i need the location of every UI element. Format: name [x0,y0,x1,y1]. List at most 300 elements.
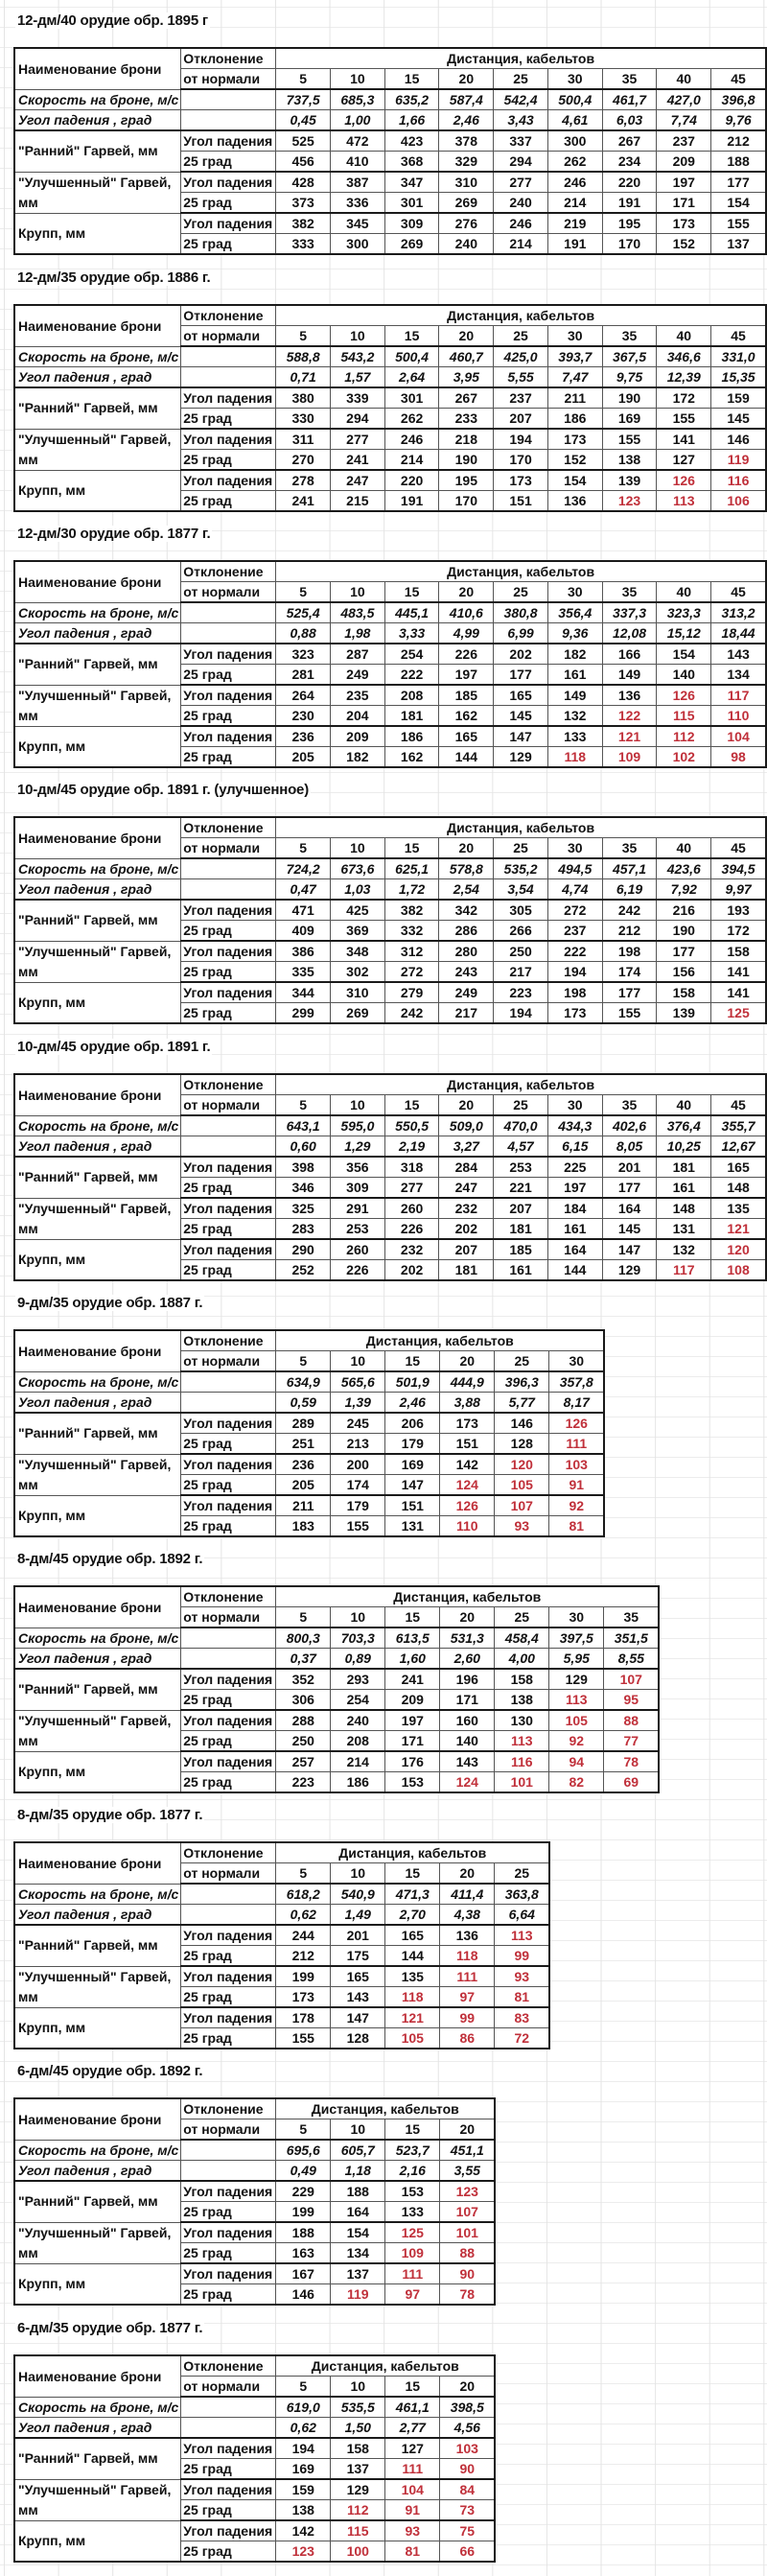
angle-row-value[interactable]: 8,05 [602,1136,657,1158]
thickness-value[interactable]: 161 [547,665,602,686]
thickness-value[interactable]: 154 [547,470,602,491]
angle-row-value[interactable]: 8,17 [549,1393,605,1414]
speed-row-value[interactable]: 427,0 [657,89,711,110]
deviation-label[interactable]: 25 град [181,1434,276,1455]
distance-value[interactable]: 10 [331,2119,385,2141]
thickness-value[interactable]: 409 [276,921,331,942]
angle-row-value[interactable]: 12,39 [657,367,711,388]
thickness-value[interactable]: 155 [657,409,711,430]
deviation-label[interactable]: Угол падения [181,1710,276,1731]
thickness-value[interactable]: 162 [384,747,439,768]
thickness-value[interactable]: 286 [439,921,494,942]
thickness-value[interactable]: 73 [440,2500,496,2521]
thickness-value[interactable]: 72 [495,2028,550,2049]
speed-row-value[interactable]: 643,1 [276,1115,331,1136]
empty-cell[interactable] [181,1905,276,1926]
deviation-header-line2[interactable]: от нормали [181,1095,276,1116]
angle-row-value[interactable]: 1,49 [331,1905,385,1926]
thickness-value[interactable]: 280 [439,941,494,962]
distance-value[interactable]: 25 [494,1095,548,1116]
thickness-value[interactable]: 215 [330,491,384,512]
armor-krupp-label[interactable]: Крупп, мм [14,2263,181,2305]
thickness-value[interactable]: 170 [494,450,548,471]
armor-early-harvey-label[interactable]: "Ранний" Гарвей, мм [14,2181,181,2222]
thickness-value[interactable]: 288 [276,1710,331,1731]
thickness-value[interactable]: 226 [330,1260,384,1281]
deviation-label[interactable]: 25 град [181,1772,276,1793]
thickness-value[interactable]: 147 [385,1475,440,1496]
armor-early-harvey-label[interactable]: "Ранний" Гарвей, мм [14,2438,181,2479]
distance-value[interactable]: 5 [276,69,331,90]
thickness-value[interactable]: 112 [657,726,711,747]
distance-header[interactable]: Дистанция, кабельтов [276,561,766,582]
distance-value[interactable]: 10 [330,838,384,859]
thickness-value[interactable]: 194 [494,1003,548,1024]
speed-row-value[interactable]: 461,7 [602,89,657,110]
thickness-value[interactable]: 78 [440,2284,496,2306]
thickness-value[interactable]: 92 [549,1495,605,1516]
thickness-value[interactable]: 153 [385,2181,440,2202]
distance-value[interactable]: 35 [602,69,657,90]
thickness-value[interactable]: 173 [547,1003,602,1024]
angle-row-value[interactable]: 0,60 [276,1136,331,1158]
deviation-header[interactable]: Отклонение [181,1842,276,1863]
deviation-label[interactable]: 25 град [181,962,276,983]
thickness-value[interactable]: 229 [276,2181,331,2202]
empty-cell[interactable] [181,2418,276,2439]
thickness-value[interactable]: 264 [276,685,331,706]
deviation-label[interactable]: 25 град [181,1946,276,1967]
thickness-value[interactable]: 193 [711,900,766,921]
thickness-value[interactable]: 136 [602,685,657,706]
thickness-value[interactable]: 172 [711,921,766,942]
speed-row-value[interactable]: 355,7 [711,1115,766,1136]
deviation-label[interactable]: Угол падения [181,429,276,450]
speed-row-value[interactable]: 540,9 [331,1884,385,1905]
deviation-label[interactable]: Угол падения [181,941,276,962]
distance-value[interactable]: 20 [439,69,494,90]
thickness-value[interactable]: 346 [276,1178,331,1199]
speed-row-value[interactable]: 470,0 [494,1115,548,1136]
thickness-value[interactable]: 290 [276,1239,331,1260]
thickness-value[interactable]: 207 [494,409,548,430]
thickness-value[interactable]: 217 [439,1003,494,1024]
thickness-value[interactable]: 146 [495,1413,549,1434]
thickness-value[interactable]: 131 [657,1219,711,1240]
angle-row-value[interactable]: 5,77 [495,1393,549,1414]
thickness-value[interactable]: 202 [384,1260,439,1281]
thickness-value[interactable]: 81 [495,1987,550,2008]
thickness-value[interactable]: 147 [331,2007,385,2028]
thickness-value[interactable]: 173 [547,429,602,450]
thickness-value[interactable]: 174 [331,1475,385,1496]
thickness-value[interactable]: 88 [604,1710,660,1731]
angle-row-value[interactable]: 6,64 [495,1905,550,1926]
empty-cell[interactable] [181,1884,276,1905]
deviation-label[interactable]: Угол падения [181,726,276,747]
thickness-value[interactable]: 158 [495,1669,549,1690]
speed-row-value[interactable]: 595,0 [330,1115,384,1136]
thickness-value[interactable]: 277 [330,429,384,450]
speed-row-value[interactable]: 525,4 [276,602,331,623]
thickness-value[interactable]: 126 [657,685,711,706]
thickness-value[interactable]: 143 [331,1987,385,2008]
armor-improved-harvey-label[interactable]: "Улучшенный" Гарвей, мм [14,685,181,726]
deviation-header[interactable]: Отклонение [181,2355,276,2377]
thickness-value[interactable]: 289 [276,1413,331,1434]
thickness-value[interactable]: 221 [494,1178,548,1199]
deviation-label[interactable]: 25 град [181,747,276,768]
thickness-value[interactable]: 211 [276,1495,331,1516]
thickness-value[interactable]: 185 [494,1239,548,1260]
deviation-label[interactable]: Угол падения [181,1454,276,1475]
armor-name-header[interactable]: Наименование брони [14,48,181,89]
thickness-value[interactable]: 154 [657,644,711,665]
angle-row-value[interactable]: 4,38 [440,1905,495,1926]
armor-name-header[interactable]: Наименование брони [14,1842,181,1884]
thickness-value[interactable]: 294 [494,152,548,173]
thickness-value[interactable]: 145 [494,706,548,727]
thickness-value[interactable]: 269 [330,1003,384,1024]
thickness-value[interactable]: 216 [657,900,711,921]
thickness-value[interactable]: 246 [384,429,439,450]
distance-value[interactable]: 20 [440,2119,496,2141]
speed-row-value[interactable]: 494,5 [547,858,602,879]
thickness-value[interactable]: 253 [330,1219,384,1240]
thickness-value[interactable]: 241 [276,491,331,512]
thickness-value[interactable]: 241 [330,450,384,471]
armor-improved-harvey-label[interactable]: "Улучшенный" Гарвей, мм [14,1710,181,1751]
thickness-value[interactable]: 90 [440,2263,496,2284]
distance-value[interactable]: 5 [276,2377,331,2398]
thickness-value[interactable]: 302 [330,962,384,983]
thickness-value[interactable]: 115 [331,2520,385,2541]
distance-value[interactable]: 15 [385,1351,440,1372]
thickness-value[interactable]: 219 [547,213,602,234]
distance-header[interactable]: Дистанция, кабельтов [276,2355,496,2377]
deviation-label[interactable]: 25 град [181,2202,276,2223]
thickness-value[interactable]: 329 [439,152,494,173]
speed-row-value[interactable]: 800,3 [276,1628,331,1649]
thickness-value[interactable]: 165 [385,1925,440,1946]
thickness-value[interactable]: 81 [549,1516,605,1537]
thickness-value[interactable]: 128 [495,1434,549,1455]
distance-value[interactable]: 25 [494,326,548,347]
distance-value[interactable]: 20 [440,1351,495,1372]
thickness-value[interactable]: 161 [494,1260,548,1281]
speed-row-value[interactable]: 578,8 [439,858,494,879]
thickness-value[interactable]: 125 [711,1003,766,1024]
empty-cell[interactable] [181,623,276,644]
thickness-value[interactable]: 267 [602,130,657,152]
thickness-value[interactable]: 173 [657,213,711,234]
thickness-value[interactable]: 205 [276,1475,331,1496]
speed-row-value[interactable]: 331,0 [711,346,766,367]
thickness-value[interactable]: 214 [494,234,548,255]
thickness-value[interactable]: 160 [440,1710,495,1731]
speed-row-label[interactable]: Скорость на броне, м/с [14,1628,181,1649]
thickness-value[interactable]: 177 [602,1178,657,1199]
deviation-label[interactable]: Угол падения [181,644,276,665]
distance-value[interactable]: 15 [385,2377,440,2398]
thickness-value[interactable]: 84 [440,2479,496,2500]
speed-row-value[interactable]: 363,8 [495,1884,550,1905]
speed-row-value[interactable]: 501,9 [385,1371,440,1393]
thickness-value[interactable]: 236 [276,1454,331,1475]
thickness-value[interactable]: 97 [440,1987,495,2008]
thickness-value[interactable]: 178 [276,2007,331,2028]
deviation-header[interactable]: Отклонение [181,1074,276,1095]
armor-name-header[interactable]: Наименование брони [14,2098,181,2140]
thickness-value[interactable]: 138 [276,2500,331,2521]
thickness-value[interactable]: 344 [276,982,331,1003]
thickness-value[interactable]: 428 [276,172,331,193]
angle-row-value[interactable]: 2,46 [385,1393,440,1414]
empty-cell[interactable] [181,1628,276,1649]
thickness-value[interactable]: 254 [384,644,439,665]
distance-value[interactable]: 20 [440,1607,495,1628]
speed-row-value[interactable]: 451,1 [440,2140,496,2161]
thickness-value[interactable]: 135 [711,1198,766,1219]
distance-value[interactable]: 35 [602,582,657,603]
thickness-value[interactable]: 124 [440,1772,495,1793]
distance-header[interactable]: Дистанция, кабельтов [276,1074,766,1095]
thickness-value[interactable]: 206 [385,1413,440,1434]
thickness-value[interactable]: 218 [439,429,494,450]
thickness-value[interactable]: 194 [547,962,602,983]
angle-row-value[interactable]: 1,18 [331,2161,385,2182]
deviation-header-line2[interactable]: от нормали [181,326,276,347]
thickness-value[interactable]: 169 [276,2459,331,2480]
deviation-label[interactable]: 25 град [181,1987,276,2008]
thickness-value[interactable]: 335 [276,962,331,983]
angle-row-value[interactable]: 0,88 [276,623,331,644]
deviation-label[interactable]: 25 град [181,409,276,430]
distance-value[interactable]: 10 [330,582,384,603]
thickness-value[interactable]: 176 [385,1751,440,1772]
angle-row-value[interactable]: 4,61 [547,110,602,131]
thickness-value[interactable]: 117 [657,1260,711,1281]
thickness-value[interactable]: 120 [495,1454,549,1475]
armor-improved-harvey-label[interactable]: "Улучшенный" Гарвей, мм [14,1966,181,2007]
thickness-value[interactable]: 147 [602,1239,657,1260]
thickness-value[interactable]: 190 [439,450,494,471]
distance-value[interactable]: 40 [657,69,711,90]
deviation-header-line2[interactable]: от нормали [181,1863,276,1885]
speed-row-value[interactable]: 346,6 [657,346,711,367]
distance-value[interactable]: 10 [331,1607,385,1628]
thickness-value[interactable]: 77 [604,1731,660,1752]
distance-header[interactable]: Дистанция, кабельтов [276,1842,550,1863]
thickness-value[interactable]: 235 [330,685,384,706]
thickness-value[interactable]: 115 [657,706,711,727]
thickness-value[interactable]: 373 [276,193,331,214]
speed-row-value[interactable]: 542,4 [494,89,548,110]
thickness-value[interactable]: 132 [547,706,602,727]
thickness-value[interactable]: 138 [602,450,657,471]
distance-value[interactable]: 35 [602,1095,657,1116]
thickness-value[interactable]: 197 [657,172,711,193]
thickness-value[interactable]: 103 [440,2438,496,2459]
thickness-value[interactable]: 140 [440,1731,495,1752]
thickness-value[interactable]: 194 [276,2438,331,2459]
thickness-value[interactable]: 243 [439,962,494,983]
thickness-value[interactable]: 197 [439,665,494,686]
thickness-value[interactable]: 177 [711,172,766,193]
thickness-value[interactable]: 211 [547,387,602,409]
thickness-value[interactable]: 299 [276,1003,331,1024]
deviation-label[interactable]: 25 град [181,1690,276,1711]
thickness-value[interactable]: 337 [494,130,548,152]
distance-value[interactable]: 15 [385,1607,440,1628]
thickness-value[interactable]: 146 [711,429,766,450]
thickness-value[interactable]: 111 [385,2459,440,2480]
thickness-value[interactable]: 237 [547,921,602,942]
thickness-value[interactable]: 333 [276,234,331,255]
thickness-value[interactable]: 162 [439,706,494,727]
thickness-value[interactable]: 118 [547,747,602,768]
thickness-value[interactable]: 213 [331,1434,385,1455]
thickness-value[interactable]: 198 [602,941,657,962]
thickness-value[interactable]: 270 [276,450,331,471]
speed-row-value[interactable]: 457,1 [602,858,657,879]
distance-value[interactable]: 25 [495,1351,549,1372]
thickness-value[interactable]: 155 [602,429,657,450]
angle-row-label[interactable]: Угол падения , град [14,1136,181,1158]
angle-row-value[interactable]: 6,03 [602,110,657,131]
speed-row-value[interactable]: 619,0 [276,2397,331,2418]
angle-row-value[interactable]: 6,15 [547,1136,602,1158]
thickness-value[interactable]: 111 [549,1434,605,1455]
thickness-value[interactable]: 387 [330,172,384,193]
deviation-label[interactable]: Угол падения [181,130,276,152]
thickness-value[interactable]: 119 [711,450,766,471]
thickness-value[interactable]: 246 [494,213,548,234]
thickness-value[interactable]: 205 [276,747,331,768]
thickness-value[interactable]: 525 [276,130,331,152]
thickness-value[interactable]: 145 [711,409,766,430]
distance-value[interactable]: 40 [657,582,711,603]
thickness-value[interactable]: 167 [276,2263,331,2284]
thickness-value[interactable]: 140 [657,665,711,686]
deviation-label[interactable]: 25 град [181,1178,276,1199]
thickness-value[interactable]: 113 [495,1731,549,1752]
thickness-value[interactable]: 300 [330,234,384,255]
speed-row-value[interactable]: 509,0 [439,1115,494,1136]
speed-row-label[interactable]: Скорость на броне, м/с [14,89,181,110]
speed-row-value[interactable]: 565,6 [331,1371,385,1393]
deviation-label[interactable]: 25 град [181,491,276,512]
thickness-value[interactable]: 123 [602,491,657,512]
deviation-label[interactable]: Угол падения [181,1239,276,1260]
thickness-value[interactable]: 144 [385,1946,440,1967]
thickness-value[interactable]: 149 [547,685,602,706]
thickness-value[interactable]: 208 [384,685,439,706]
thickness-value[interactable]: 165 [331,1966,385,1987]
distance-header[interactable]: Дистанция, кабельтов [276,1330,605,1351]
armor-improved-harvey-label[interactable]: "Улучшенный" Гарвей, мм [14,172,181,213]
angle-row-value[interactable]: 1,29 [330,1136,384,1158]
deviation-header[interactable]: Отклонение [181,2098,276,2119]
empty-cell[interactable] [181,1136,276,1158]
angle-row-value[interactable]: 1,03 [330,879,384,901]
deviation-header-line2[interactable]: от нормали [181,2377,276,2398]
armor-improved-harvey-label[interactable]: "Улучшенный" Гарвей, мм [14,2222,181,2263]
thickness-value[interactable]: 456 [276,152,331,173]
thickness-value[interactable]: 352 [276,1669,331,1690]
deviation-label[interactable]: Угол падения [181,1966,276,1987]
thickness-value[interactable]: 202 [439,1219,494,1240]
distance-value[interactable]: 45 [711,582,766,603]
thickness-value[interactable]: 378 [439,130,494,152]
thickness-value[interactable]: 267 [439,387,494,409]
armor-name-header[interactable]: Наименование брони [14,1330,181,1371]
thickness-value[interactable]: 250 [276,1731,331,1752]
angle-row-value[interactable]: 2,54 [439,879,494,901]
thickness-value[interactable]: 111 [385,2263,440,2284]
angle-row-value[interactable]: 2,77 [385,2418,440,2439]
thickness-value[interactable]: 155 [711,213,766,234]
armor-improved-harvey-label[interactable]: "Улучшенный" Гарвей, мм [14,941,181,982]
thickness-value[interactable]: 345 [330,213,384,234]
distance-value[interactable]: 5 [276,1095,331,1116]
deviation-label[interactable]: Угол падения [181,1157,276,1178]
thickness-value[interactable]: 252 [276,1260,331,1281]
deviation-label[interactable]: 25 град [181,2541,276,2563]
distance-header[interactable]: Дистанция, кабельтов [276,1586,660,1607]
thickness-value[interactable]: 99 [440,2007,495,2028]
angle-row-value[interactable]: 2,70 [385,1905,440,1926]
thickness-value[interactable]: 144 [439,747,494,768]
deviation-label[interactable]: 25 град [181,921,276,942]
armor-krupp-label[interactable]: Крупп, мм [14,1239,181,1280]
speed-row-value[interactable]: 425,0 [494,346,548,367]
deviation-label[interactable]: Угол падения [181,2222,276,2243]
angle-row-value[interactable]: 6,19 [602,879,657,901]
thickness-value[interactable]: 102 [657,747,711,768]
speed-row-value[interactable]: 550,5 [384,1115,439,1136]
thickness-value[interactable]: 138 [495,1690,549,1711]
thickness-value[interactable]: 161 [657,1178,711,1199]
angle-row-value[interactable]: 0,37 [276,1649,331,1670]
speed-row-value[interactable]: 396,3 [495,1371,549,1393]
angle-row-value[interactable]: 8,55 [604,1649,660,1670]
deviation-label[interactable]: 25 град [181,450,276,471]
angle-row-value[interactable]: 4,00 [495,1649,549,1670]
thickness-value[interactable]: 136 [440,1925,495,1946]
thickness-value[interactable]: 99 [495,1946,550,1967]
thickness-value[interactable]: 195 [439,470,494,491]
thickness-value[interactable]: 132 [657,1239,711,1260]
speed-row-value[interactable]: 367,5 [602,346,657,367]
angle-row-value[interactable]: 1,00 [330,110,384,131]
distance-value[interactable]: 30 [547,1095,602,1116]
thickness-value[interactable]: 173 [276,1987,331,2008]
thickness-value[interactable]: 310 [439,172,494,193]
deviation-header-line2[interactable]: от нормали [181,1351,276,1372]
deviation-label[interactable]: 25 град [181,1219,276,1240]
thickness-value[interactable]: 237 [657,130,711,152]
thickness-value[interactable]: 283 [276,1219,331,1240]
deviation-label[interactable]: Угол падения [181,1669,276,1690]
thickness-value[interactable]: 152 [547,450,602,471]
speed-row-value[interactable]: 458,4 [495,1628,549,1649]
angle-row-value[interactable]: 4,57 [494,1136,548,1158]
thickness-value[interactable]: 220 [602,172,657,193]
thickness-value[interactable]: 246 [547,172,602,193]
armor-krupp-label[interactable]: Крупп, мм [14,1495,181,1536]
thickness-value[interactable]: 163 [276,2243,331,2264]
